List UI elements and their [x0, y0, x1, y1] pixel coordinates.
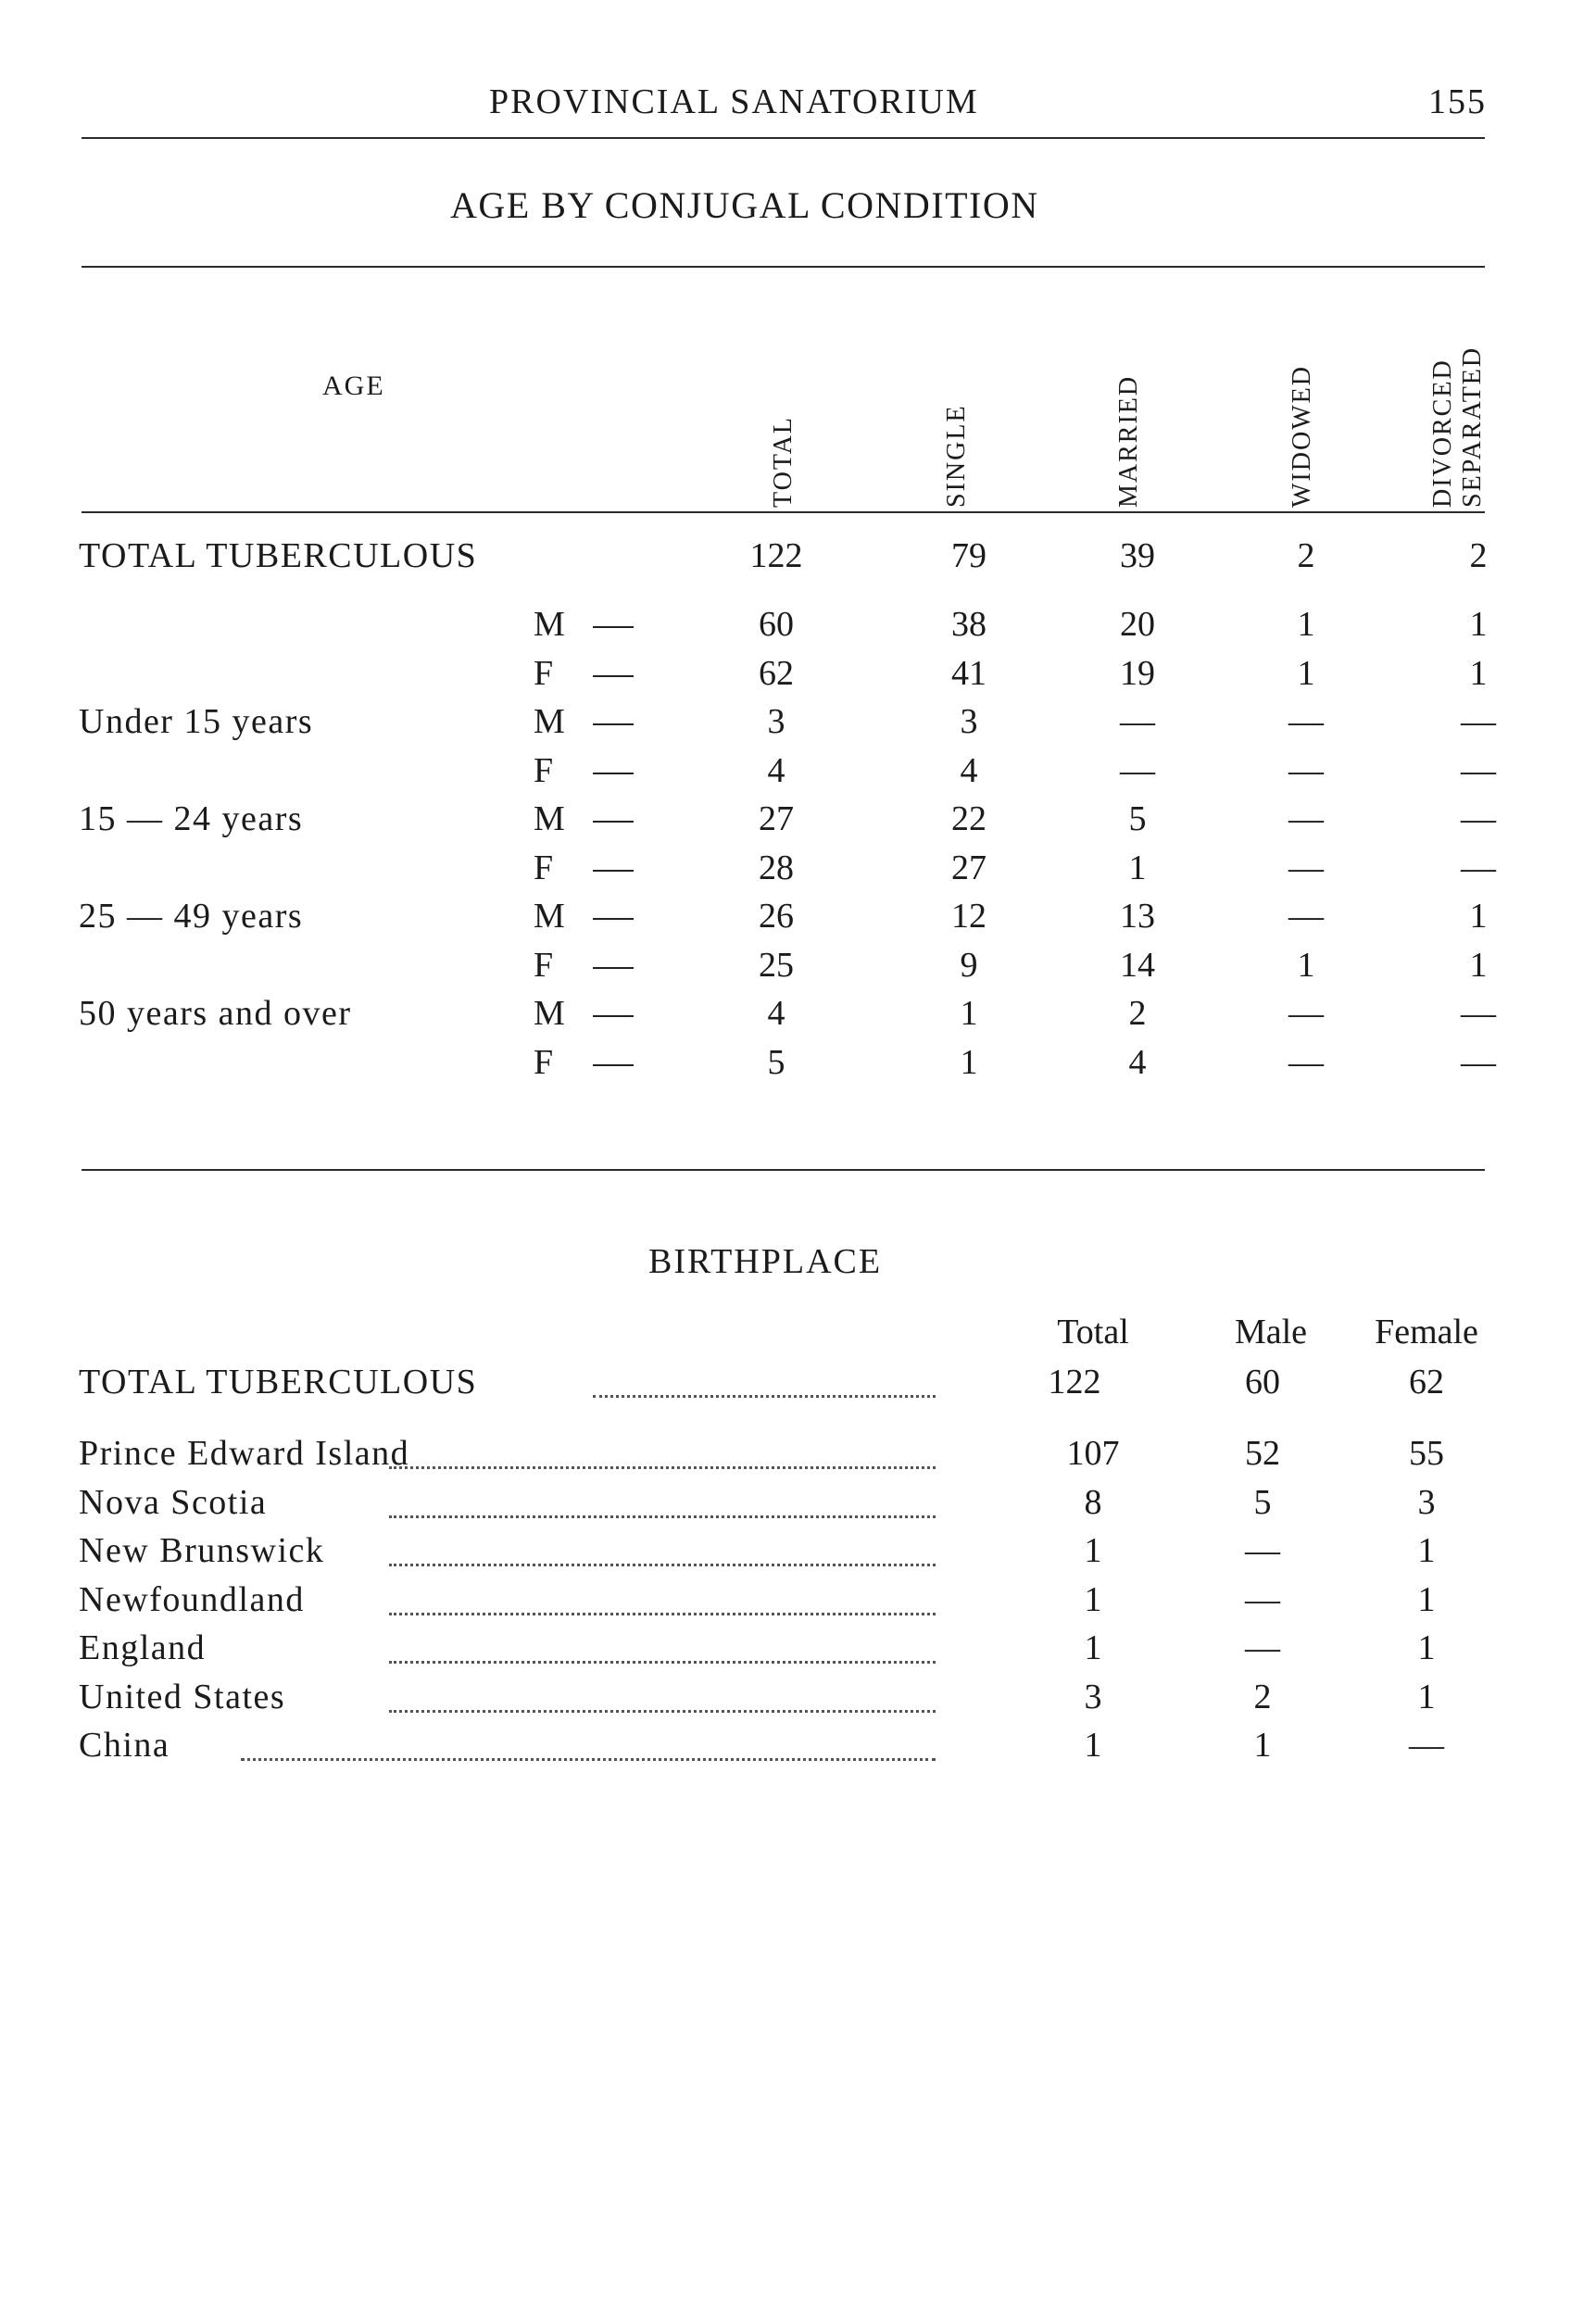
cell-total: 60 [759, 605, 794, 644]
cell-widowed: 1 [1297, 605, 1315, 644]
sex-dash [593, 1064, 634, 1066]
conjugal-row [0, 750, 1596, 798]
birthplace-title: BIRTHPLACE [648, 1242, 883, 1281]
birthplace-label: New Brunswick [79, 1531, 325, 1570]
cell-female: 1 [1417, 1531, 1436, 1570]
sex-dash [593, 1015, 634, 1017]
conjugal-row [0, 896, 1596, 944]
age-group-label: 15 — 24 years [79, 799, 304, 838]
sex-dash [593, 626, 634, 628]
conjugal-row [0, 798, 1596, 847]
cell-total: 4 [767, 994, 785, 1033]
sex-label: M [534, 702, 565, 741]
column-header-divorced: DIVORCED [1428, 358, 1457, 508]
cell-total: 25 [759, 945, 794, 985]
cell-single: 22 [951, 799, 987, 838]
leader-dots [389, 1710, 936, 1713]
conjugal-header-rule [82, 511, 1485, 513]
birthplace-col-male: Male [1234, 1313, 1308, 1351]
header-rule [82, 137, 1485, 139]
cell-married: 4 [1128, 1042, 1147, 1082]
conjugal-bottom-rule [82, 1169, 1485, 1171]
sex-label: M [534, 605, 565, 644]
leader-dots [389, 1613, 936, 1615]
cell-married: 2 [1128, 994, 1147, 1033]
birthplace-label: United States [79, 1677, 286, 1716]
cell-divorced: 1 [1469, 605, 1488, 644]
cell-total: 4 [767, 750, 785, 790]
cell-widowed: — [1288, 702, 1324, 741]
sex-dash [593, 773, 634, 774]
cell-married: 5 [1128, 799, 1147, 838]
page-number: 155 [1428, 82, 1487, 121]
cell-divorced: — [1461, 750, 1496, 790]
cell-total: 28 [759, 848, 794, 887]
cell-male: — [1245, 1628, 1280, 1667]
age-group-label: 50 years and over [79, 994, 352, 1033]
leader-dots [593, 1395, 936, 1398]
conjugal-total-total: 122 [749, 536, 803, 575]
cell-divorced: 1 [1469, 653, 1488, 693]
cell-widowed: — [1288, 897, 1324, 936]
cell-single: 4 [960, 750, 978, 790]
conjugal-row [0, 1042, 1596, 1090]
cell-total: 107 [1066, 1434, 1120, 1473]
conjugal-row [0, 653, 1596, 701]
cell-male: — [1245, 1531, 1280, 1570]
sex-dash [593, 967, 634, 969]
conjugal-row [0, 701, 1596, 749]
conjugal-total-divorced: 2 [1469, 536, 1488, 575]
leader-dots [389, 1661, 936, 1664]
birthplace-row [0, 1579, 1596, 1628]
sex-label: F [534, 750, 554, 790]
cell-male: 5 [1253, 1482, 1272, 1522]
birthplace-total-female: 62 [1409, 1363, 1444, 1401]
cell-divorced: — [1461, 799, 1496, 838]
cell-widowed: — [1288, 848, 1324, 887]
cell-widowed: — [1288, 750, 1324, 790]
sex-label: F [534, 945, 554, 985]
birthplace-row [0, 1628, 1596, 1676]
birthplace-label: Prince Edward Island [79, 1434, 410, 1473]
birthplace-row [0, 1433, 1596, 1481]
cell-single: 3 [960, 702, 978, 741]
cell-total: 26 [759, 897, 794, 936]
cell-female: 1 [1417, 1677, 1436, 1716]
cell-male: — [1245, 1579, 1280, 1619]
age-column-header: AGE [322, 371, 385, 401]
cell-male: 52 [1245, 1434, 1280, 1473]
birthplace-label: England [79, 1628, 207, 1667]
cell-male: 1 [1253, 1726, 1272, 1765]
cell-divorced: 1 [1469, 897, 1488, 936]
column-header-married: MARRIED [1114, 374, 1143, 508]
cell-male: 2 [1253, 1677, 1272, 1716]
cell-married: — [1120, 702, 1155, 741]
leader-dots [389, 1564, 936, 1566]
cell-single: 12 [951, 897, 987, 936]
leader-dots [389, 1466, 936, 1469]
sex-label: F [534, 653, 554, 693]
cell-total: 62 [759, 653, 794, 693]
cell-widowed: — [1288, 1042, 1324, 1082]
birthplace-row [0, 1725, 1596, 1773]
sex-dash [593, 675, 634, 677]
cell-total: 5 [767, 1042, 785, 1082]
conjugal-total-widowed: 2 [1297, 536, 1315, 575]
cell-single: 1 [960, 1042, 978, 1082]
birthplace-row [0, 1530, 1596, 1578]
cell-total: 1 [1084, 1531, 1102, 1570]
cell-female: 55 [1409, 1434, 1444, 1473]
birthplace-label: Nova Scotia [79, 1482, 268, 1522]
conjugal-row [0, 604, 1596, 652]
birthplace-col-female: Female [1375, 1313, 1478, 1351]
running-title: PROVINCIAL SANATORIUM [489, 82, 979, 121]
leader-dots [389, 1515, 936, 1518]
cell-married: 14 [1120, 945, 1155, 985]
cell-single: 41 [951, 653, 987, 693]
sex-dash [593, 918, 634, 920]
conjugal-top-rule [82, 266, 1485, 268]
conjugal-total-single: 79 [951, 536, 987, 575]
conjugal-title: AGE BY CONJUGAL CONDITION [450, 184, 1039, 226]
sex-label: F [534, 1042, 554, 1082]
cell-married: 19 [1120, 653, 1155, 693]
cell-female: 1 [1417, 1628, 1436, 1667]
sex-label: M [534, 897, 565, 936]
sex-dash [593, 723, 634, 725]
cell-single: 38 [951, 605, 987, 644]
birthplace-label: China [79, 1726, 170, 1765]
birthplace-label: Newfoundland [79, 1579, 305, 1619]
cell-total: 1 [1084, 1726, 1102, 1765]
column-header-separated: SEPARATED [1458, 346, 1487, 508]
cell-widowed: 1 [1297, 653, 1315, 693]
birthplace-col-total: Total [1057, 1313, 1129, 1351]
cell-total: 8 [1084, 1482, 1102, 1522]
birthplace-row [0, 1482, 1596, 1530]
conjugal-row [0, 945, 1596, 993]
cell-total: 1 [1084, 1579, 1102, 1619]
sex-label: M [534, 994, 565, 1033]
cell-married: 1 [1128, 848, 1147, 887]
cell-female: — [1409, 1726, 1444, 1765]
cell-divorced: 1 [1469, 945, 1488, 985]
cell-married: 13 [1120, 897, 1155, 936]
cell-divorced: — [1461, 994, 1496, 1033]
cell-female: 3 [1417, 1482, 1436, 1522]
column-header-widowed: WIDOWED [1288, 365, 1316, 508]
sex-dash [593, 870, 634, 872]
cell-total: 3 [1084, 1677, 1102, 1716]
birthplace-total-total: 122 [1048, 1363, 1101, 1401]
sex-label: F [534, 848, 554, 887]
cell-divorced: — [1461, 1042, 1496, 1082]
cell-single: 27 [951, 848, 987, 887]
conjugal-total-label: TOTAL TUBERCULOUS [79, 536, 478, 575]
conjugal-row [0, 848, 1596, 896]
cell-divorced: — [1461, 702, 1496, 741]
cell-divorced: — [1461, 848, 1496, 887]
cell-married: — [1120, 750, 1155, 790]
cell-total: 1 [1084, 1628, 1102, 1667]
cell-single: 1 [960, 994, 978, 1033]
age-group-label: 25 — 49 years [79, 897, 304, 936]
cell-female: 1 [1417, 1579, 1436, 1619]
sex-dash [593, 821, 634, 823]
conjugal-total-married: 39 [1120, 536, 1155, 575]
column-header-total: TOTAL [769, 415, 798, 508]
cell-total: 27 [759, 799, 794, 838]
birthplace-total-male: 60 [1245, 1363, 1280, 1401]
leader-dots [241, 1758, 936, 1761]
cell-married: 20 [1120, 605, 1155, 644]
birthplace-total-label: TOTAL TUBERCULOUS [79, 1363, 478, 1401]
column-header-single: SINGLE [942, 404, 971, 508]
cell-widowed: 1 [1297, 945, 1315, 985]
age-group-label: Under 15 years [79, 702, 314, 741]
cell-widowed: — [1288, 799, 1324, 838]
sex-label: M [534, 799, 565, 838]
birthplace-row [0, 1677, 1596, 1725]
cell-single: 9 [960, 945, 978, 985]
cell-widowed: — [1288, 994, 1324, 1033]
cell-total: 3 [767, 702, 785, 741]
conjugal-row [0, 993, 1596, 1041]
